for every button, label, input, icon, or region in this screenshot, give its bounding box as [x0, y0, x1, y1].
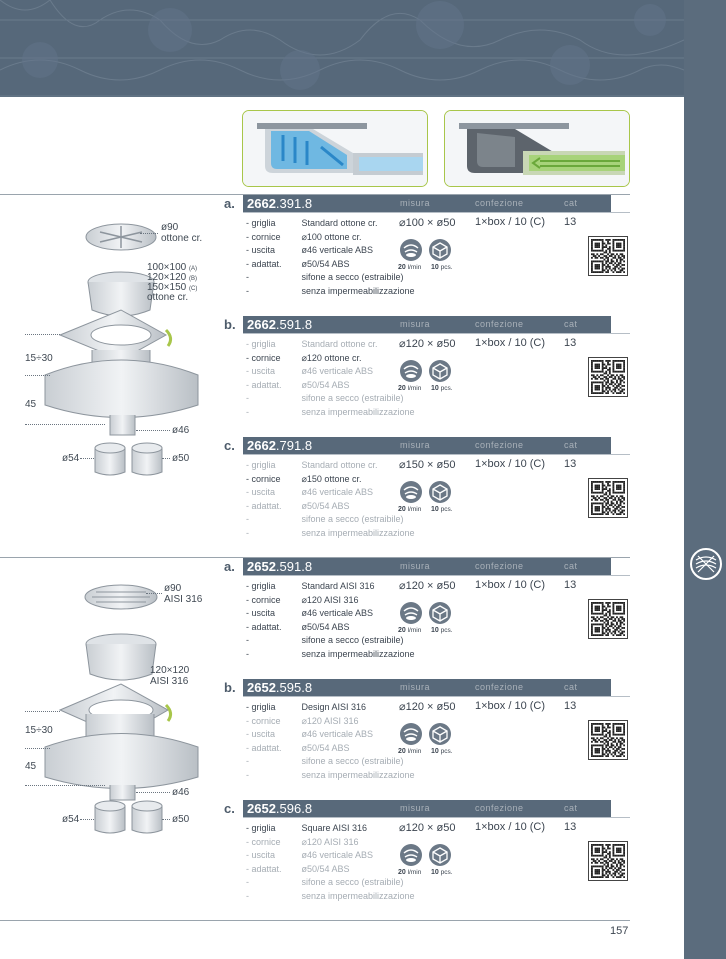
spec-row: - griglia Standard ottone cr. — [246, 338, 396, 352]
product-variant — [224, 679, 630, 799]
spec-key: griglia — [251, 581, 276, 591]
product-variant — [224, 800, 630, 920]
sectional-view-green — [444, 110, 630, 187]
size-value: ⌀150 × ø50 — [399, 459, 456, 471]
pieces-label: 10 pcs. — [431, 506, 453, 513]
feature-icons — [398, 239, 462, 273]
flow-rate-label: 20 l/min — [398, 385, 422, 392]
size-value: ⌀120 × ø50 — [399, 822, 456, 834]
spec-row: - griglia Standard AISI 316 — [246, 580, 396, 594]
spec-value: ø50/54 ABS — [301, 500, 350, 511]
header-size: misura — [400, 682, 431, 692]
callout-height: 45 — [25, 761, 37, 772]
callout-grate-dia: ø90 — [161, 222, 179, 233]
callout-outlet: ø46 — [172, 787, 190, 798]
flow-rate-label: 20 l/min — [398, 264, 422, 271]
spec-key: cornice — [251, 836, 281, 847]
variant-letter: a. — [224, 196, 235, 211]
spec-value: Design AISI 316 — [301, 702, 367, 712]
spec-value: senza impermeabilizzazione — [301, 527, 415, 538]
spec-key: griglia — [251, 823, 276, 833]
pack-value: 1×box / 10 (C) — [475, 216, 546, 228]
spec-key: uscita — [251, 729, 276, 739]
spec-key: uscita — [251, 608, 276, 618]
spec-row: - cornice ⌀120 AISI 316 — [246, 836, 396, 850]
spec-value: ø46 verticale ABS — [301, 366, 374, 376]
table-header — [388, 679, 630, 696]
spec-key: adattat. — [251, 258, 282, 269]
spec-value: sifone a secco (estraibile) — [301, 635, 404, 645]
spec-row: - senza impermeabilizzazione — [246, 769, 415, 780]
table-header — [388, 316, 630, 333]
header-size: misura — [400, 319, 431, 329]
callout-frame-material: ottone cr. — [147, 292, 189, 303]
spec-value: ø46 verticale ABS — [301, 729, 374, 739]
cat-value: 13 — [564, 579, 577, 591]
header-size: misura — [400, 198, 431, 208]
code-main: 2652 — [247, 680, 276, 695]
section-divider — [0, 920, 630, 921]
flow-rate-icon — [400, 360, 422, 382]
spec-value: ø46 verticale ABS — [301, 850, 374, 860]
spec-row: - adattat. ø50/54 ABS — [246, 863, 396, 877]
header-cat: cat — [564, 440, 578, 450]
callout-adapter-left: ø54 — [62, 814, 80, 825]
flow-rate-icon — [400, 844, 422, 866]
pieces-label: 10 pcs. — [431, 627, 453, 634]
header-underline — [243, 212, 630, 213]
spec-value: ø50/54 ABS — [301, 621, 350, 632]
spec-value: ø50/54 ABS — [301, 379, 350, 390]
spec-row: - senza impermeabilizzazione — [246, 890, 415, 901]
spec-row: - senza impermeabilizzazione — [246, 648, 415, 659]
product-variant — [224, 558, 630, 678]
spec-value: sifone a secco (estraibile) — [301, 514, 404, 524]
spec-key: uscita — [251, 245, 276, 255]
spec-value: senza impermeabilizzazione — [301, 769, 415, 780]
code-rest: .591.8 — [275, 559, 313, 574]
spec-value: Standard ottone cr. — [301, 339, 378, 349]
spec-key: cornice — [251, 715, 281, 726]
code-rest: .791.8 — [275, 438, 313, 453]
qr-code[interactable] — [588, 357, 628, 397]
callout-adapter-right: ø50 — [172, 453, 190, 464]
variant-letter: b. — [224, 317, 236, 332]
pack-value: 1×box / 10 (C) — [475, 458, 546, 470]
callout-height-range: 15÷30 — [25, 353, 53, 364]
spec-key: adattat. — [251, 863, 282, 874]
header-cat: cat — [564, 319, 578, 329]
product-variant — [224, 437, 630, 557]
spec-key: uscita — [251, 366, 276, 376]
spec-row: - adattat. ø50/54 ABS — [246, 500, 396, 514]
code-rest: .595.8 — [275, 680, 313, 695]
cat-value: 13 — [564, 216, 577, 228]
spec-row: - adattat. ø50/54 ABS — [246, 742, 396, 756]
spec-row: - uscita ø46 verticale ABS — [246, 728, 396, 742]
callout-frame-size: 120×120 — [150, 665, 190, 676]
spec-value: sifone a secco (estraibile) — [301, 877, 404, 887]
spec-value: ø46 verticale ABS — [301, 245, 374, 255]
callout-outlet: ø46 — [172, 425, 190, 436]
spec-row: - sifone a secco (estraibile) — [246, 635, 404, 645]
code-main: 2662 — [247, 196, 276, 211]
spec-row: - griglia Design AISI 316 — [246, 701, 396, 715]
header-underline — [243, 817, 630, 818]
variant-letter: b. — [224, 680, 236, 695]
code-main: 2662 — [247, 317, 276, 332]
callout-adapter-left: ø54 — [62, 453, 80, 464]
header-underline — [243, 696, 630, 697]
spec-row: - adattat. ø50/54 ABS — [246, 258, 396, 272]
page-number: 157 — [610, 925, 629, 937]
spec-value: ⌀100 ottone cr. — [301, 231, 362, 242]
spec-value: ø50/54 ABS — [301, 863, 350, 874]
callout-grate-material: ottone cr. — [161, 233, 203, 244]
spec-row: - adattat. ø50/54 ABS — [246, 621, 396, 635]
code-rest: .596.8 — [275, 801, 313, 816]
flow-rate-icon — [400, 239, 422, 261]
spec-value: ⌀120 AISI 316 — [301, 715, 359, 726]
header-size: misura — [400, 561, 431, 571]
feature-icons — [398, 844, 462, 878]
header-cat: cat — [564, 561, 578, 571]
spec-row: - sifone a secco (estraibile) — [246, 756, 404, 766]
spec-value: sifone a secco (estraibile) — [301, 272, 404, 282]
spec-key: uscita — [251, 487, 276, 497]
pieces-label: 10 pcs. — [431, 264, 453, 271]
spec-value: ⌀120 ottone cr. — [301, 352, 362, 363]
cat-value: 13 — [564, 337, 577, 349]
header-banner — [0, 0, 684, 97]
package-icon — [429, 239, 451, 261]
spec-key: griglia — [251, 702, 276, 712]
callout-frame-material: AISI 316 — [150, 676, 189, 687]
spec-row: - sifone a secco (estraibile) — [246, 272, 404, 282]
cat-value: 13 — [564, 458, 577, 470]
size-value: ⌀120 × ø50 — [399, 338, 456, 350]
feature-icons — [398, 723, 462, 757]
feature-icons — [398, 360, 462, 394]
qr-code[interactable] — [588, 841, 628, 881]
spec-value: senza impermeabilizzazione — [301, 285, 415, 296]
flow-rate-label: 20 l/min — [398, 748, 422, 755]
spec-key: cornice — [251, 473, 281, 484]
spec-key: adattat. — [251, 379, 282, 390]
spec-row: - uscita ø46 verticale ABS — [246, 849, 396, 863]
spec-value: ø50/54 ABS — [301, 258, 350, 269]
spec-value: Square AISI 316 — [301, 823, 368, 833]
flow-rate-icon — [400, 602, 422, 624]
header-cat: cat — [564, 682, 578, 692]
qr-code[interactable] — [588, 599, 628, 639]
spec-value: ⌀120 AISI 316 — [301, 836, 359, 847]
callout-frame-size-a: 100×100 (A) — [147, 262, 197, 273]
callout-frame-size-c: 150×150 (C) — [147, 282, 198, 293]
flow-rate-label: 20 l/min — [398, 506, 422, 513]
spec-value: senza impermeabilizzazione — [301, 648, 415, 659]
spec-row: - griglia Square AISI 316 — [246, 822, 396, 836]
callout-height-range: 15÷30 — [25, 725, 53, 736]
package-icon — [429, 481, 451, 503]
header-underline — [243, 454, 630, 455]
product-variant — [224, 316, 630, 436]
header-size: misura — [400, 440, 431, 450]
pack-value: 1×box / 10 (C) — [475, 337, 546, 349]
spec-row: - griglia Standard ottone cr. — [246, 459, 396, 473]
spec-row: - cornice ⌀120 AISI 316 — [246, 715, 396, 729]
pack-value: 1×box / 10 (C) — [475, 700, 546, 712]
spec-key: griglia — [251, 460, 276, 470]
header-pack: confezione — [475, 319, 524, 329]
spec-row: - senza impermeabilizzazione — [246, 406, 415, 417]
spec-key: adattat. — [251, 500, 282, 511]
size-value: ⌀120 × ø50 — [399, 580, 456, 592]
spec-row: - cornice ⌀120 AISI 316 — [246, 594, 396, 608]
spec-row: - cornice ⌀120 ottone cr. — [246, 352, 396, 366]
header-cat: cat — [564, 803, 578, 813]
spec-value: ⌀150 ottone cr. — [301, 473, 362, 484]
spec-row: - uscita ø46 verticale ABS — [246, 365, 396, 379]
sectional-view-blue — [242, 110, 428, 187]
spec-key: cornice — [251, 231, 281, 242]
spec-key: cornice — [251, 352, 281, 363]
spec-value: ø46 verticale ABS — [301, 608, 374, 618]
spec-row: - sifone a secco (estraibile) — [246, 393, 404, 403]
package-icon — [429, 844, 451, 866]
code-rest: .391.8 — [275, 196, 313, 211]
pieces-label: 10 pcs. — [431, 869, 453, 876]
flow-rate-label: 20 l/min — [398, 627, 422, 634]
spec-key: adattat. — [251, 621, 282, 632]
spec-value: ⌀120 AISI 316 — [301, 594, 359, 605]
size-value: ⌀100 × ø50 — [399, 217, 456, 229]
spec-key: adattat. — [251, 742, 282, 753]
spec-key: cornice — [251, 594, 281, 605]
spec-value: sifone a secco (estraibile) — [301, 393, 404, 403]
spec-row: - adattat. ø50/54 ABS — [246, 379, 396, 393]
flow-rate-icon — [400, 723, 422, 745]
table-header — [388, 800, 630, 817]
header-pack: confezione — [475, 561, 524, 571]
spec-value: ø50/54 ABS — [301, 742, 350, 753]
spec-row: - cornice ⌀100 ottone cr. — [246, 231, 396, 245]
header-underline — [243, 333, 630, 334]
header-underline — [243, 575, 630, 576]
spec-row: - sifone a secco (estraibile) — [246, 514, 404, 524]
side-tab — [684, 0, 726, 959]
feature-icons — [398, 602, 462, 636]
spec-row: - uscita ø46 verticale ABS — [246, 486, 396, 500]
product-variant — [224, 195, 630, 315]
qr-code[interactable] — [588, 720, 628, 760]
package-icon — [429, 602, 451, 624]
spec-value: Standard ottone cr. — [301, 460, 378, 470]
code-main: 2652 — [247, 559, 276, 574]
header-pack: confezione — [475, 682, 524, 692]
spec-value: ø46 verticale ABS — [301, 487, 374, 497]
spec-value: Standard ottone cr. — [301, 218, 378, 228]
spec-row: - senza impermeabilizzazione — [246, 285, 415, 296]
banner-pattern — [0, 0, 684, 97]
qr-code[interactable] — [588, 478, 628, 518]
table-header — [388, 195, 630, 212]
spec-key: griglia — [251, 339, 276, 349]
code-rest: .591.8 — [275, 317, 313, 332]
spec-row: - griglia Standard ottone cr. — [246, 217, 396, 231]
variant-letter: a. — [224, 559, 235, 574]
size-value: ⌀120 × ø50 — [399, 701, 456, 713]
callout-frame-size-b: 120×120 (B) — [147, 272, 197, 283]
flow-rate-label: 20 l/min — [398, 869, 422, 876]
header-cat: cat — [564, 198, 578, 208]
code-main: 2652 — [247, 801, 276, 816]
callout-grate-dia: ø90 — [164, 583, 182, 594]
cat-value: 13 — [564, 700, 577, 712]
flow-rate-icon — [400, 481, 422, 503]
spec-value: senza impermeabilizzazione — [301, 890, 415, 901]
spec-row: - uscita ø46 verticale ABS — [246, 244, 396, 258]
header-pack: confezione — [475, 198, 524, 208]
spec-row: - cornice ⌀150 ottone cr. — [246, 473, 396, 487]
package-icon — [429, 723, 451, 745]
variant-letter: c. — [224, 801, 235, 816]
spec-row: - senza impermeabilizzazione — [246, 527, 415, 538]
spec-key: griglia — [251, 218, 276, 228]
qr-code[interactable] — [588, 236, 628, 276]
package-icon — [429, 360, 451, 382]
callout-adapter-right: ø50 — [172, 814, 190, 825]
pieces-label: 10 pcs. — [431, 748, 453, 755]
spec-value: senza impermeabilizzazione — [301, 406, 415, 417]
spec-value: Standard AISI 316 — [301, 581, 375, 591]
spec-value: sifone a secco (estraibile) — [301, 756, 404, 766]
feature-icons — [398, 481, 462, 515]
code-main: 2662 — [247, 438, 276, 453]
spec-key: uscita — [251, 850, 276, 860]
pack-value: 1×box / 10 (C) — [475, 821, 546, 833]
table-header — [388, 558, 630, 575]
spec-row: - sifone a secco (estraibile) — [246, 877, 404, 887]
table-header — [388, 437, 630, 454]
spec-row: - uscita ø46 verticale ABS — [246, 607, 396, 621]
pack-value: 1×box / 10 (C) — [475, 579, 546, 591]
cat-value: 13 — [564, 821, 577, 833]
header-pack: confezione — [475, 440, 524, 450]
header-size: misura — [400, 803, 431, 813]
callout-height: 45 — [25, 399, 37, 410]
pieces-label: 10 pcs. — [431, 385, 453, 392]
variant-letter: c. — [224, 438, 235, 453]
callout-grate-material: AISI 316 — [164, 594, 203, 605]
header-pack: confezione — [475, 803, 524, 813]
category-badge-icon — [690, 548, 722, 580]
